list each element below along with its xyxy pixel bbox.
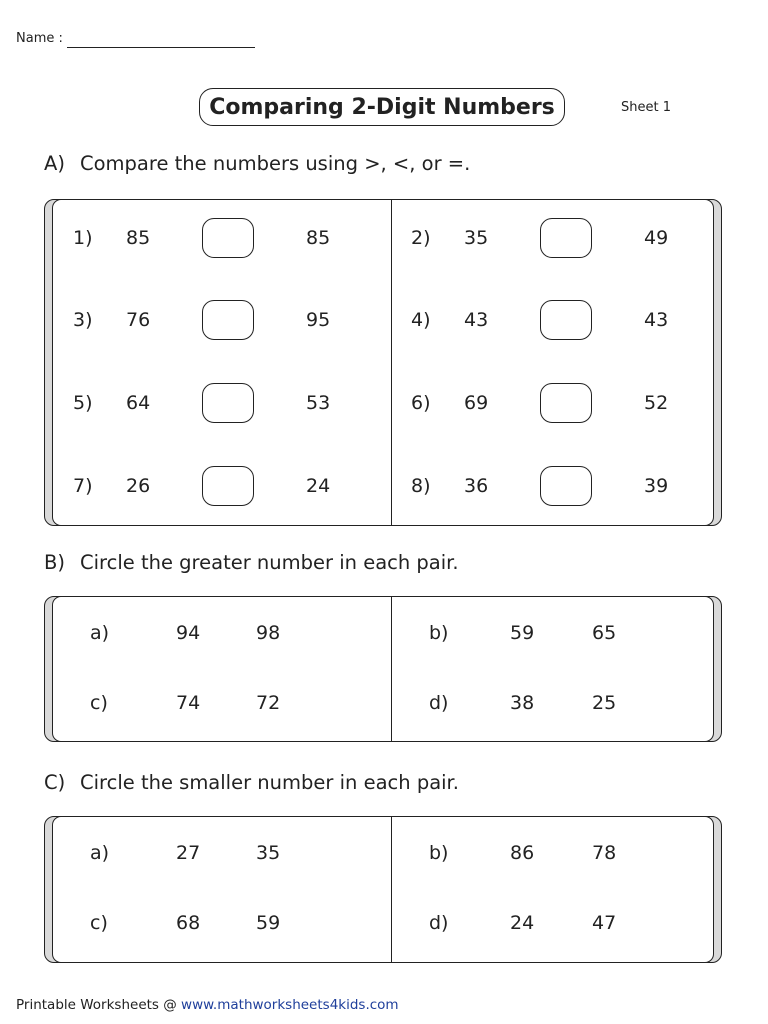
pair-number[interactable]: 98 <box>256 622 281 644</box>
footer-text: Printable Worksheets @ <box>16 997 182 1013</box>
pair-number[interactable]: 65 <box>592 622 617 644</box>
sheet-number: Sheet 1 <box>621 100 671 115</box>
right-number: 85 <box>306 227 331 249</box>
pair-number[interactable]: 47 <box>592 912 617 934</box>
pair-label: b) <box>429 622 449 644</box>
left-number: 43 <box>464 309 489 331</box>
problem-label: 8) <box>411 475 431 497</box>
pair-label: b) <box>429 842 449 864</box>
pair-number[interactable]: 38 <box>510 692 535 714</box>
pair-number[interactable]: 59 <box>256 912 281 934</box>
problem-label: 6) <box>411 392 431 414</box>
right-number: 52 <box>644 392 669 414</box>
pair-number[interactable]: 72 <box>256 692 281 714</box>
left-number: 76 <box>126 309 151 331</box>
left-number: 36 <box>464 475 489 497</box>
worksheet-title: Comparing 2-Digit Numbers <box>199 88 565 126</box>
pair-label: c) <box>90 912 108 934</box>
pair-number[interactable]: 35 <box>256 842 281 864</box>
left-number: 69 <box>464 392 489 414</box>
right-number: 24 <box>306 475 331 497</box>
left-number: 26 <box>126 475 151 497</box>
answer-box[interactable] <box>540 300 592 340</box>
problem-label: 5) <box>73 392 93 414</box>
section-a-letter: A) <box>44 152 65 175</box>
problem-label: 3) <box>73 309 93 331</box>
answer-box[interactable] <box>202 466 254 506</box>
section-c-panel <box>44 816 722 963</box>
section-b-instruction: Circle the greater number in each pair. <box>80 551 459 574</box>
pair-number[interactable]: 94 <box>176 622 201 644</box>
panel-divider <box>391 597 392 741</box>
name-label: Name : <box>16 31 63 46</box>
pair-label: a) <box>90 842 110 864</box>
answer-box[interactable] <box>540 466 592 506</box>
pair-number[interactable]: 86 <box>510 842 535 864</box>
pair-label: a) <box>90 622 110 644</box>
left-number: 64 <box>126 392 151 414</box>
pair-number[interactable]: 74 <box>176 692 201 714</box>
answer-box[interactable] <box>202 218 254 258</box>
name-blank-line[interactable] <box>67 47 255 48</box>
section-c-letter: C) <box>44 771 66 794</box>
right-number: 53 <box>306 392 331 414</box>
section-c-instruction: Circle the smaller number in each pair. <box>80 771 459 794</box>
pair-number[interactable]: 25 <box>592 692 617 714</box>
problem-label: 2) <box>411 227 431 249</box>
section-c-heading <box>44 771 459 794</box>
pair-label: d) <box>429 692 449 714</box>
pair-label: c) <box>90 692 108 714</box>
pair-number[interactable]: 27 <box>176 842 201 864</box>
left-number: 35 <box>464 227 489 249</box>
problem-label: 1) <box>73 227 93 249</box>
pair-number[interactable]: 59 <box>510 622 535 644</box>
section-a-panel <box>44 199 722 526</box>
section-a-heading <box>44 152 470 175</box>
pair-number[interactable]: 78 <box>592 842 617 864</box>
right-number: 95 <box>306 309 331 331</box>
problem-label: 4) <box>411 309 431 331</box>
section-a-instruction: Compare the numbers using >, <, or =. <box>80 152 471 175</box>
answer-box[interactable] <box>202 383 254 423</box>
panel-divider <box>391 817 392 962</box>
section-b-letter: B) <box>44 551 65 574</box>
panel-divider <box>391 200 392 525</box>
right-number: 39 <box>644 475 669 497</box>
pair-number[interactable]: 68 <box>176 912 201 934</box>
problem-label: 7) <box>73 475 93 497</box>
answer-box[interactable] <box>540 383 592 423</box>
section-b-heading <box>44 551 459 574</box>
footer-link[interactable]: www.mathworksheets4kids.com <box>181 997 399 1013</box>
footer <box>16 997 399 1013</box>
answer-box[interactable] <box>202 300 254 340</box>
pair-number[interactable]: 24 <box>510 912 535 934</box>
section-b-panel <box>44 596 722 742</box>
right-number: 43 <box>644 309 669 331</box>
left-number: 85 <box>126 227 151 249</box>
pair-label: d) <box>429 912 449 934</box>
right-number: 49 <box>644 227 669 249</box>
answer-box[interactable] <box>540 218 592 258</box>
